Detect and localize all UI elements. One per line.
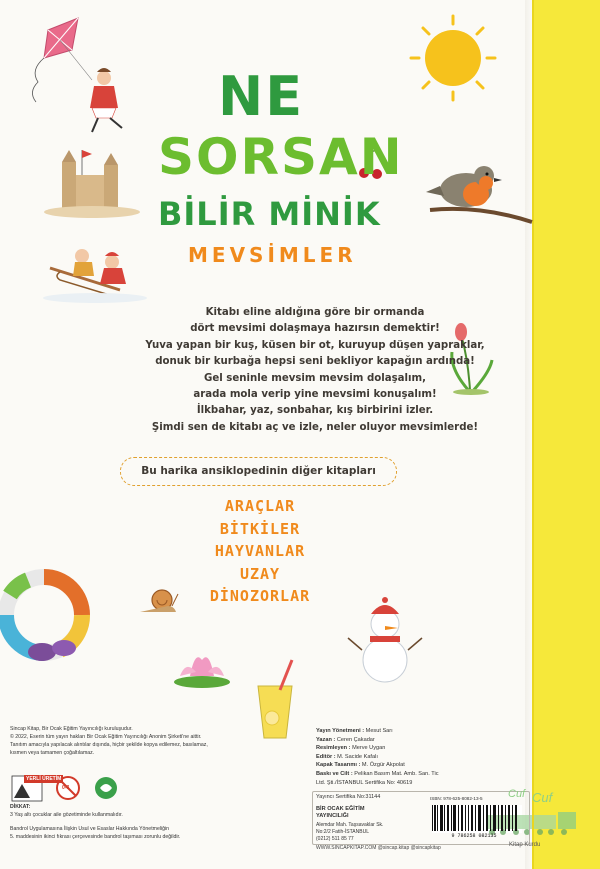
lemonade-glass-illustration [258, 660, 292, 738]
series-book-title: BİTKİLER [219, 519, 301, 538]
watermark-kitap-kurdu: Kitap Kurdu [509, 842, 541, 848]
series-book-title: HAYVANLAR [214, 542, 306, 560]
series-label-box [120, 457, 397, 486]
legal-line: Tanıtım amacıyla yapılacak alıntılar dışında, hiçbir şekilde kopya edilemez, basılamaz, [10, 742, 208, 748]
watermark-cuf-2: Cuf [532, 790, 553, 805]
title-subtitle-mevsimler: MEVSİMLER [188, 243, 357, 267]
blurb-line: İlkbahar, yaz, sonbahar, kış birbirini izler. [196, 405, 434, 417]
blurb-line: Kitabı eline aldığına göre bir ormanda [205, 307, 425, 318]
credit-row: Ltd. Şti./İSTANBUL Sertifika No: 40619 [316, 779, 413, 786]
credit-row: Yayın Yönetmeni : Mesut Sarı [316, 728, 393, 734]
sun-illustration [411, 16, 495, 100]
title-line-ne: NE [218, 65, 305, 128]
swim-ring-illustration [6, 577, 82, 661]
barcode-bars [424, 803, 526, 839]
series-book-title: ARAÇLAR [224, 497, 296, 515]
legal-line: Sincap Kitap, Bir Ocak Eğitim Yayıncılığı kuruluşudur. [10, 726, 133, 732]
blurb-line: dört mevsimi dolaşmaya hazırsın demektir! [190, 323, 440, 335]
series-book-title: UZAY [239, 564, 281, 583]
back-cover-blurb [105, 305, 525, 436]
credit-row: Resimleyen : Merve Uygan [316, 745, 386, 752]
series-book-list [140, 495, 380, 608]
publisher-address: Alemdar Mah. Taşsavaklar Sk. No:2/2 Fatih-İSTANBUL (0212) 511 85 77 [316, 822, 384, 842]
legal-line: kısmen veya tamamen çoğaltılamaz. [10, 750, 95, 756]
barcode-digits: 9 786258 082135 [451, 833, 497, 839]
publisher-footer-links: WWW.SINCAPKITAP.COM @sincap.kitap @sincapkitap [316, 845, 441, 851]
title-line-bilir-minik: BİLİR MİNİK [158, 195, 381, 233]
credit-row: Baskı ve Cilt : Pelikan Basım Mat. Amb. San. Tic [316, 770, 439, 777]
warning-notice [10, 803, 240, 841]
credit-row: Kapak Tasarımı : M. Özgür Akpolat [316, 762, 405, 769]
robin-bird-illustration [426, 166, 532, 222]
watermark-cuf-1: Cuf [508, 788, 526, 800]
publisher-name: BİR OCAK EĞİTİM YAYINCILIĞI [316, 806, 365, 819]
warning-line: 5. maddesinin ikinci fıkrası çerçevesinde bandrol taşıması zorunlu değildir. [10, 834, 181, 840]
blurb-line: Gel seninle mevsim mevsim dolaşalım, [203, 372, 427, 384]
age-warning-badge: 0-3 [62, 785, 70, 791]
yerli-uretim-badge: YERLİ ÜRETİM [26, 776, 62, 782]
water-lily-illustration [174, 657, 230, 688]
warning-line: 3 Yaş altı çocuklar aile gözetiminde kullanmalıdır. [10, 812, 123, 818]
blurb-line: donuk bir kurbağa hepsi seni bekliyor kapağın ardında! [155, 356, 475, 368]
series-book-title: DİNOZORLAR [209, 587, 311, 605]
isbn-text: ISBN: 978-625-8082-13-5 [430, 796, 483, 801]
blurb-line: Şimdi sen de kitabı aç ve izle, neler oluyor mevsimlerde! [151, 421, 479, 433]
warning-line: Bandrol Uygulamasına İlişkin Usul ve Esaslar Hakkında Yönetmeliğin [10, 826, 170, 832]
series-label: Bu harika ansiklopedinin diğer kitapları [141, 465, 376, 477]
warning-title: DİKKAT: [10, 804, 31, 810]
title-line-sorsan: SORSAN [158, 128, 404, 186]
credit-row: Yazan : Ceren Çakadar [316, 736, 375, 743]
kite-girl-illustration [32, 18, 122, 132]
snowman-illustration [348, 597, 422, 682]
sledding-kids-illustration [43, 249, 147, 303]
publisher-certificate: Yayıncı Sertifika No:31144 [316, 794, 381, 800]
legal-line: © 2022, Eserin tüm yayın hakları Bir Ocak Eğitim Yayıncılığı Anonim Şirketi'ne aittir. [10, 734, 202, 740]
credits-block [316, 727, 526, 787]
blurb-line: arada mola verip yine mevsimi konuşalım! [193, 389, 437, 401]
legal-notice [10, 725, 240, 757]
sandcastle-illustration [44, 150, 140, 218]
blurb-line: Yuva yapan bir kuş, küsen bir ot, kuruyup düşen yapraklar, [145, 339, 485, 351]
credit-row: Editör : M. Sacide Kafalı [316, 753, 378, 760]
